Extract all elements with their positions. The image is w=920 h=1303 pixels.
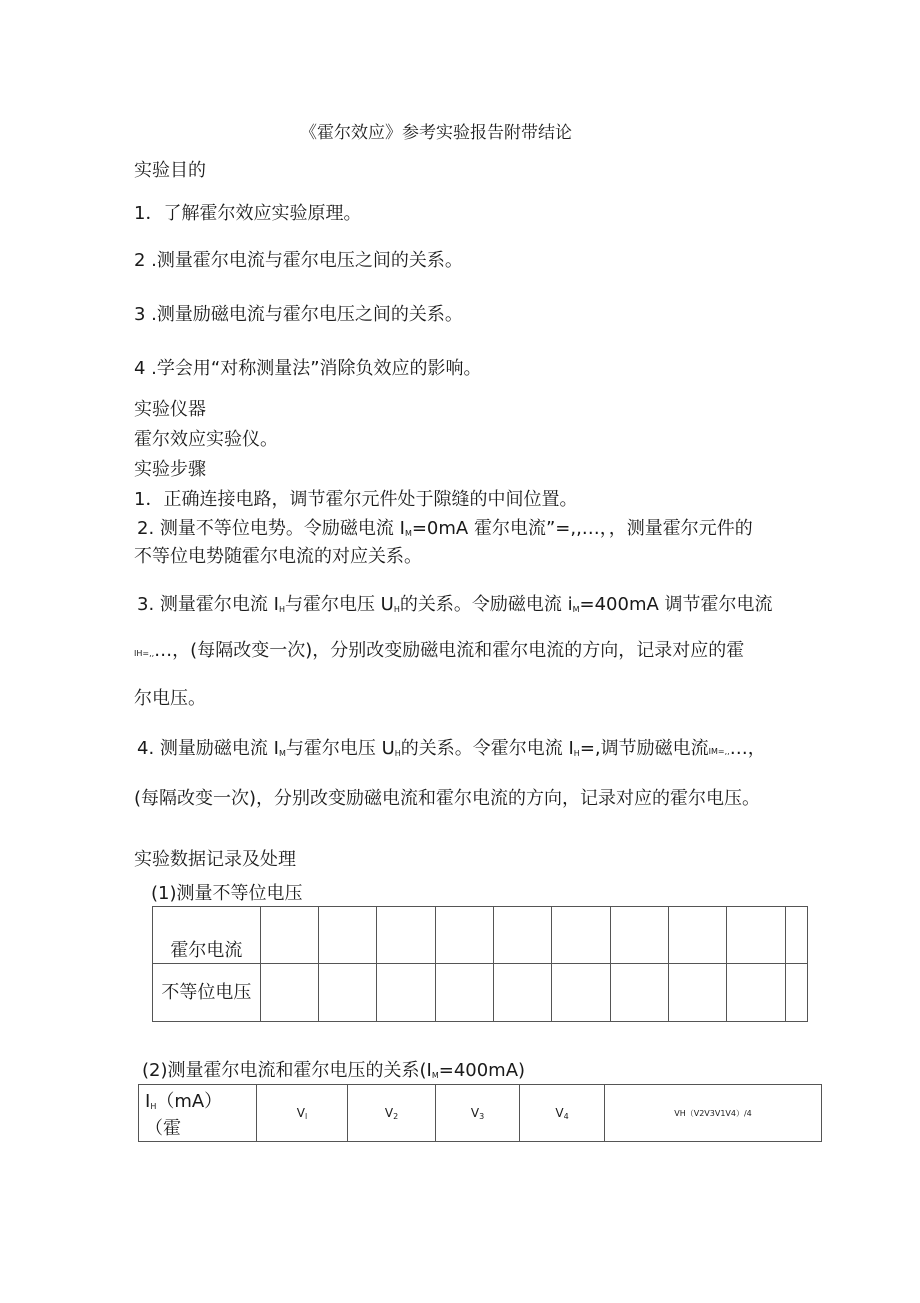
header-v1: $V_l$ bbox=[257, 1085, 348, 1142]
step-4-line-2: (每隔改变一次)，分别改变励磁电流和霍尔电流的方向，记录对应的霍尔电压。 bbox=[134, 788, 761, 809]
table-cell bbox=[435, 964, 493, 1022]
table-cell bbox=[552, 964, 610, 1022]
row-label-hall-current: 霍尔电流 bbox=[153, 907, 261, 964]
table-cell bbox=[610, 907, 668, 964]
table-row bbox=[139, 1085, 822, 1142]
table-cell bbox=[727, 964, 785, 1022]
purpose-item-3: 3 .测量励磁电流与霍尔电压之间的关系。 bbox=[134, 304, 463, 325]
header-v3: $V_3$ bbox=[436, 1085, 520, 1142]
header-hall-current: $I_H(mA)$ （霍 bbox=[139, 1085, 257, 1142]
row-label-unequal-voltage: 不等位电压 bbox=[153, 964, 261, 1022]
purpose-item-4: 4 .学会用“对称测量法”消除负效应的影响。 bbox=[134, 358, 482, 379]
purpose-heading: 实验目的 bbox=[134, 160, 206, 181]
table1-caption: (1)测量不等位电压 bbox=[151, 883, 303, 904]
header-v4: $V_4$ bbox=[520, 1085, 605, 1142]
table-cell bbox=[319, 907, 377, 964]
table-cell bbox=[494, 907, 552, 964]
table-row bbox=[153, 964, 808, 1022]
table-cell bbox=[319, 964, 377, 1022]
table-cell bbox=[494, 964, 552, 1022]
purpose-item-1: 1．了解霍尔效应实验原理。 bbox=[134, 203, 362, 224]
step-3-line-3: 尔电压。 bbox=[134, 688, 206, 709]
table-cell bbox=[260, 964, 318, 1022]
table-cell bbox=[377, 907, 435, 964]
step-2-line-2: 不等位电势随霍尔电流的对应关系。 bbox=[134, 546, 422, 567]
header-vh-average: VH（V2V3V1V4）/4 bbox=[605, 1085, 822, 1142]
table-cell bbox=[552, 907, 610, 964]
step-2-line-1: 2. 测量不等位电势。令励磁电流 $I_M=0mA$ 霍尔电流”=,,…，，测量霍尔元件的 bbox=[137, 518, 753, 539]
step-4-line-1: 4. 测量励磁电流 $I_M$与霍尔电压 $U_H$的关系。令霍尔电流 $I_H=$,调节励磁电流IM=,,…， bbox=[137, 738, 766, 759]
table-cell bbox=[785, 907, 807, 964]
step-1: 1．正确连接电路，调节霍尔元件处于隙缝的中间位置。 bbox=[134, 489, 578, 510]
instrument-text: 霍尔效应实验仪。 bbox=[134, 429, 278, 450]
table-cell bbox=[668, 907, 726, 964]
steps-heading: 实验步骤 bbox=[134, 459, 206, 480]
table-cell bbox=[610, 964, 668, 1022]
header-v2: $V_2$ bbox=[348, 1085, 436, 1142]
table-cell bbox=[727, 907, 785, 964]
table-cell bbox=[260, 907, 318, 964]
table-row bbox=[153, 907, 808, 964]
table-cell bbox=[668, 964, 726, 1022]
step-3-line-2: IH=,,…，(每隔改变一次)，分别改变励磁电流和霍尔电流的方向，记录对应的霍 bbox=[134, 640, 745, 661]
purpose-item-2: 2 .测量霍尔电流与霍尔电压之间的关系。 bbox=[134, 250, 463, 271]
table-cell bbox=[785, 964, 807, 1022]
table-cell bbox=[377, 964, 435, 1022]
table2-caption: (2)测量霍尔电流和霍尔电压的关系$(I_M=400mA)$ bbox=[142, 1060, 526, 1081]
data-heading: 实验数据记录及处理 bbox=[134, 849, 296, 870]
document-title: 《霍尔效应》参考实验报告附带结论 bbox=[300, 123, 572, 143]
table-hall-current-voltage bbox=[138, 1084, 822, 1142]
table-cell bbox=[435, 907, 493, 964]
table-unequal-potential bbox=[152, 906, 808, 1022]
instrument-heading: 实验仪器 bbox=[134, 399, 206, 420]
step-3-line-1: 3. 测量霍尔电流 $I_H$与霍尔电压 $U_H$的关系。令励磁电流 $i_M=400mA$ 调节霍尔电流 bbox=[137, 594, 773, 615]
